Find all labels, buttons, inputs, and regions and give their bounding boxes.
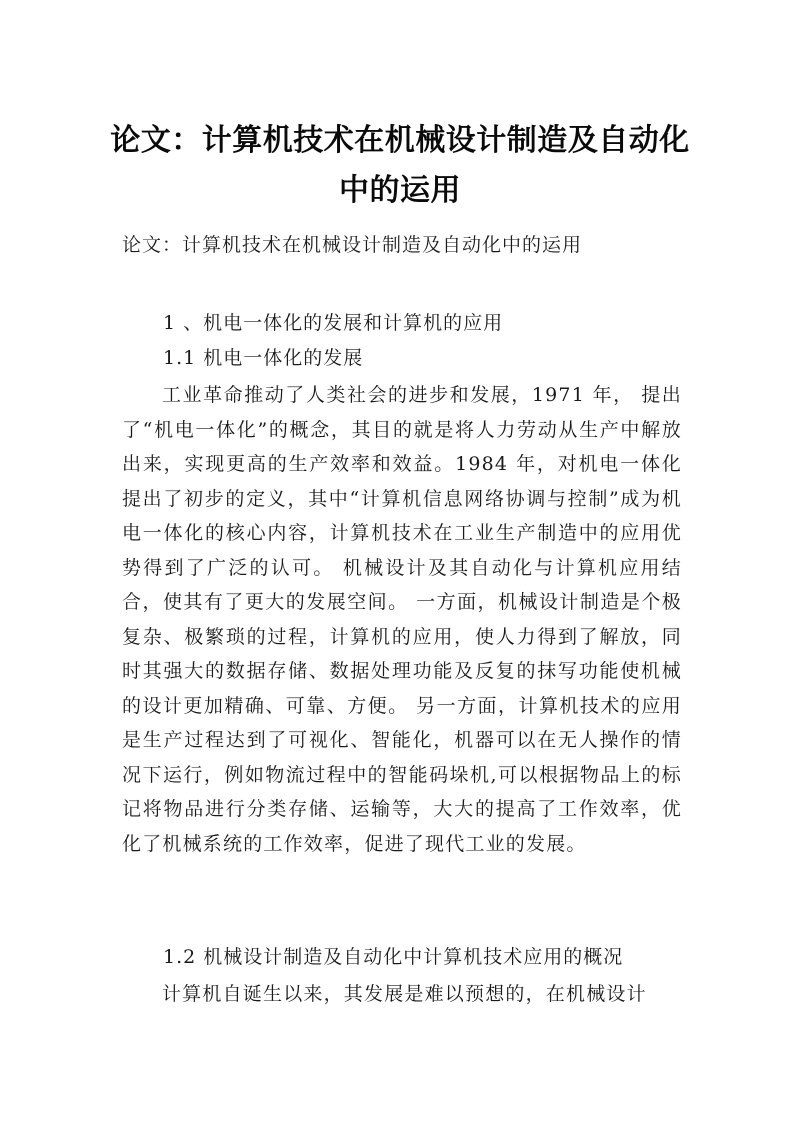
section-1-1-paragraph: 工业革命推动了人类社会的进步和发展，1971 年， 提出了“机电一体化”的概念，其目的就是将人力劳动从生产中解放出来，实现更高的生产效率和效益。1984 年，对机电一体化提出了初步的定义，其中“计算机信息网络协调与控制”成为机电一体化的核心内容，计算机技术在工业生产制造中的应用优势得到了广泛的认可。 机械设计及其自动化与计算机应用结合，使其有了更大的发展空间。 一方面，机械设计制造是个极复杂、极繁琐的过程，计算机的应用，使人力得到了解放，同时其强大的数据存储、数据处理功能及反复的抹写功能使机械的设计更加精确、可靠、方便。 另一方面，计算机技术的应用是生产过程达到了可视化、智能化，机器可以在无人操作的情况下运行，例如物流过程中的智能码垛机,可以根据物品上的标记将物品进行分类存储、运输等，大大的提高了工作效率，优化了机械系统的工作效率，促进了现代工业的发展。 — [122, 384, 682, 855]
section-1-1-heading: 1.1 机电一体化的发展 — [163, 347, 364, 369]
section-1-2-heading: 1.2 机械设计制造及自动化中计算机技术应用的概况 — [163, 946, 624, 968]
document-subtitle: 论文：计算机技术在机械设计制造及自动化中的运用 — [122, 234, 583, 256]
title-line-2: 中的运用 — [339, 173, 461, 209]
section-1-heading: 1 、机电一体化的发展和计算机的应用 — [163, 312, 504, 334]
title-line-1: 论文：计算机技术在机械设计制造及自动化 — [110, 123, 690, 159]
document-title — [100, 116, 700, 216]
section-1-2-paragraph: 计算机自诞生以来，其发展是难以预想的，在机械设计 — [162, 983, 647, 1005]
